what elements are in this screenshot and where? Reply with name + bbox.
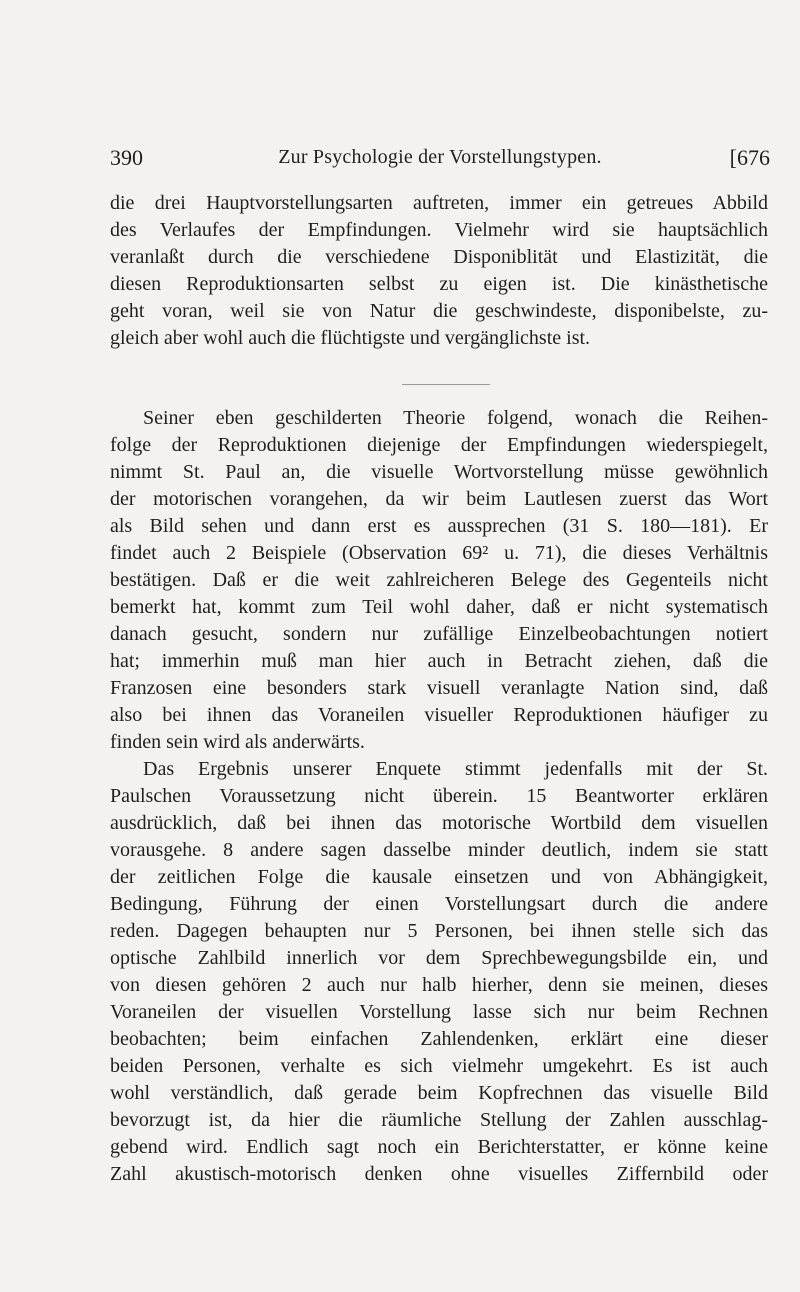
text-line: die drei Hauptvorstellungsarten auftreten, immer ein getreues Abbild	[110, 192, 768, 214]
text-line: Franzosen eine besonders stark visuell veranlagte Nation sind, daß	[110, 677, 768, 699]
text-line: bestätigen. Daß er die weit zahlreicheren Belege des Gegenteils nicht	[110, 569, 768, 591]
body-paragraphs	[110, 405, 768, 1188]
text-line: Seiner eben geschilderten Theorie folgend, wonach die Reihen-	[143, 407, 768, 429]
text-line: Voraneilen der visuellen Vorstellung lasse sich nur beim Rechnen	[110, 1001, 768, 1023]
text-line: bevorzugt ist, da hier die räumliche Stellung der Zahlen ausschlag-	[110, 1109, 768, 1131]
text-line: findet auch 2 Beispiele (Observation 69² u. 71), die dieses Verhältnis	[110, 542, 768, 564]
text-line: finden sein wird als anderwärts.	[110, 731, 365, 753]
section-divider	[402, 384, 490, 385]
text-line: beobachten; beim einfachen Zahlendenken, erklärt eine dieser	[110, 1028, 768, 1050]
text-line: von diesen gehören 2 auch nur halb hierher, denn sie meinen, dieses	[110, 974, 768, 996]
page-header	[110, 145, 770, 177]
text-line: Paulschen Voraussetzung nicht überein. 15 Beantworter erklären	[110, 785, 768, 807]
text-line: optische Zahlbild innerlich vor dem Sprechbewegungsbilde ein, und	[110, 947, 768, 969]
section-number: [676	[729, 145, 770, 170]
page-number: 390	[110, 145, 143, 170]
text-line: geht voran, weil sie von Natur die geschwindeste, disponibelste, zu-	[110, 300, 768, 322]
text-line: Zahl akustisch-motorisch denken ohne visuelles Ziffernbild oder	[110, 1163, 768, 1185]
running-title: Zur Psychologie der Vorstellungstypen.	[278, 146, 602, 168]
text-line: vorausgehe. 8 andere sagen dasselbe minder deutlich, indem sie statt	[110, 839, 768, 861]
text-line: gebend wird. Endlich sagt noch ein Berichterstatter, er könne keine	[110, 1136, 768, 1158]
text-line: diesen Reproduktionsarten selbst zu eigen ist. Die kinästhetische	[110, 273, 768, 295]
text-line: des Verlaufes der Empfindungen. Vielmehr wird sie hauptsächlich	[110, 219, 768, 241]
text-line: beiden Personen, verhalte es sich vielmehr umgekehrt. Es ist auch	[110, 1055, 768, 1077]
text-line: gleich aber wohl auch die flüchtigste und vergänglichste ist.	[110, 327, 591, 349]
paragraph-3	[110, 756, 768, 1188]
text-line: bemerkt hat, kommt zum Teil wohl daher, daß er nicht systematisch	[110, 596, 768, 618]
text-line: der zeitlichen Folge die kausale einsetzen und von Abhängigkeit,	[110, 866, 768, 888]
paragraph-2	[110, 405, 768, 756]
paragraph-1	[110, 190, 768, 352]
text-line: wohl verständlich, daß gerade beim Kopfrechnen das visuelle Bild	[110, 1082, 768, 1104]
text-line: also bei ihnen das Voraneilen visueller Reproduktionen häufiger zu	[110, 704, 768, 726]
text-line: veranlaßt durch die verschiedene Disponiblität und Elastizität, die	[110, 246, 768, 268]
text-line: reden. Dagegen behaupten nur 5 Personen, bei ihnen stelle sich das	[110, 920, 768, 942]
text-line: Das Ergebnis unserer Enquete stimmt jedenfalls mit der St.	[143, 758, 768, 780]
text-line: ausdrücklich, daß bei ihnen das motorische Wortbild dem visuellen	[110, 812, 768, 834]
text-line: als Bild sehen und dann erst es aussprechen (31 S. 180—181). Er	[110, 515, 768, 537]
text-line: nimmt St. Paul an, die visuelle Wortvorstellung müsse gewöhnlich	[110, 461, 768, 483]
text-line: folge der Reproduktionen diejenige der Empfindungen wiederspiegelt,	[110, 434, 768, 456]
text-line: der motorischen vorangehen, da wir beim Lautlesen zuerst das Wort	[110, 488, 768, 510]
text-line: danach gesucht, sondern nur zufällige Einzelbeobachtungen notiert	[110, 623, 768, 645]
text-line: Bedingung, Führung der einen Vorstellungsart durch die andere	[110, 893, 768, 915]
text-line: hat; immerhin muß man hier auch in Betracht ziehen, daß die	[110, 650, 768, 672]
